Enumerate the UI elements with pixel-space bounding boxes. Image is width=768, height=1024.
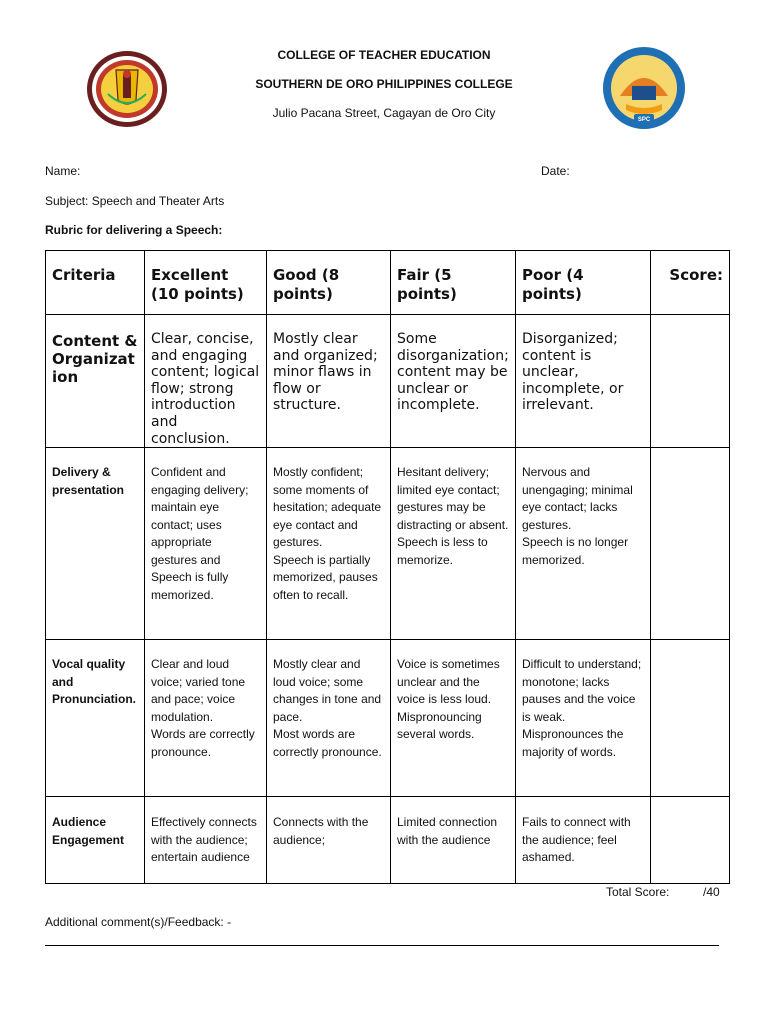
subject-label: Subject: Speech and Theater Arts (45, 194, 225, 208)
school-address: Julio Pacana Street, Cagayan de Oro City (272, 106, 496, 120)
header-criteria: Criteria (46, 251, 145, 315)
excellent-cell: Clear, concise, and engaging content; logical flow; strong introduction and conclusion. (145, 315, 267, 448)
header-score: Score: (651, 251, 730, 315)
fair-cell: Some disorganization; content may be unclear or incomplete. (391, 315, 516, 448)
table-row (46, 797, 730, 884)
score-cell[interactable] (651, 797, 730, 884)
table-row (46, 640, 730, 797)
comment-line[interactable] (45, 945, 719, 946)
excellent-cell: Effectively connects with the audience; entertain audience (145, 797, 267, 884)
total-score-max: /40 (703, 885, 720, 899)
score-cell[interactable] (651, 640, 730, 797)
criteria-cell: Audience Engagement (46, 797, 145, 884)
poor-cell: Disorganized; content is unclear, incomplete, or irrelevant. (516, 315, 651, 448)
good-cell: Mostly clear and loud voice; some changes in tone and pace. Most words are correctly pronounce. (267, 640, 391, 797)
poor-cell: Nervous and unengaging; minimal eye contact; lacks gestures. Speech is no longer memorized. (516, 448, 651, 640)
school-name: SOUTHERN DE ORO PHILIPPINES COLLEGE (255, 77, 513, 91)
excellent-cell: Clear and loud voice; varied tone and pace; voice modulation. Words are correctly pronounce. (145, 640, 267, 797)
name-label: Name: (45, 164, 81, 178)
fair-cell: Hesitant delivery; limited eye contact; gestures may be distracting or absent. Speech is less to memorize. (391, 448, 516, 640)
good-cell: Mostly clear and organized; minor flaws in flow or structure. (267, 315, 391, 448)
college-name: COLLEGE OF TEACHER EDUCATION (277, 48, 491, 62)
score-cell[interactable] (651, 448, 730, 640)
header-fair: Fair (5 points) (391, 251, 516, 315)
header-excellent: Excellent (10 points) (145, 251, 267, 315)
comment-label: Additional comment(s)/Feedback: - (45, 915, 232, 929)
total-score-label: Total Score: (606, 885, 670, 899)
fair-cell: Voice is sometimes unclear and the voice is less loud. Mispronouncing several words. (391, 640, 516, 797)
criteria-cell: Delivery & presentation (46, 448, 145, 640)
header-poor: Poor (4 points) (516, 251, 651, 315)
criteria-cell: Vocal quality and Pronunciation. (46, 640, 145, 797)
poor-cell: Fails to connect with the audience; feel ashamed. (516, 797, 651, 884)
table-header-row (46, 251, 730, 315)
good-cell: Mostly confident; some moments of hesitation; adequate eye contact and gestures. Speech is partially memorized, pauses often to recall. (267, 448, 391, 640)
table-row (46, 315, 730, 448)
seal-text: SPC (637, 117, 651, 123)
criteria-cell: Content & Organizat ion (46, 315, 145, 448)
score-cell[interactable] (651, 315, 730, 448)
rubric-title: Rubric for delivering a Speech: (45, 223, 223, 237)
date-label: Date: (541, 164, 570, 178)
table-row (46, 448, 730, 640)
good-cell: Connects with the audience; (267, 797, 391, 884)
poor-cell: Difficult to understand; monotone; lacks pauses and the voice is weak. Mispronounces the majority of words. (516, 640, 651, 797)
header-good: Good (8 points) (267, 251, 391, 315)
rubric-table (45, 250, 730, 884)
excellent-cell: Confident and engaging delivery; maintain eye contact; uses appropriate gestures and Speech is fully memorized. (145, 448, 267, 640)
fair-cell: Limited connection with the audience (391, 797, 516, 884)
